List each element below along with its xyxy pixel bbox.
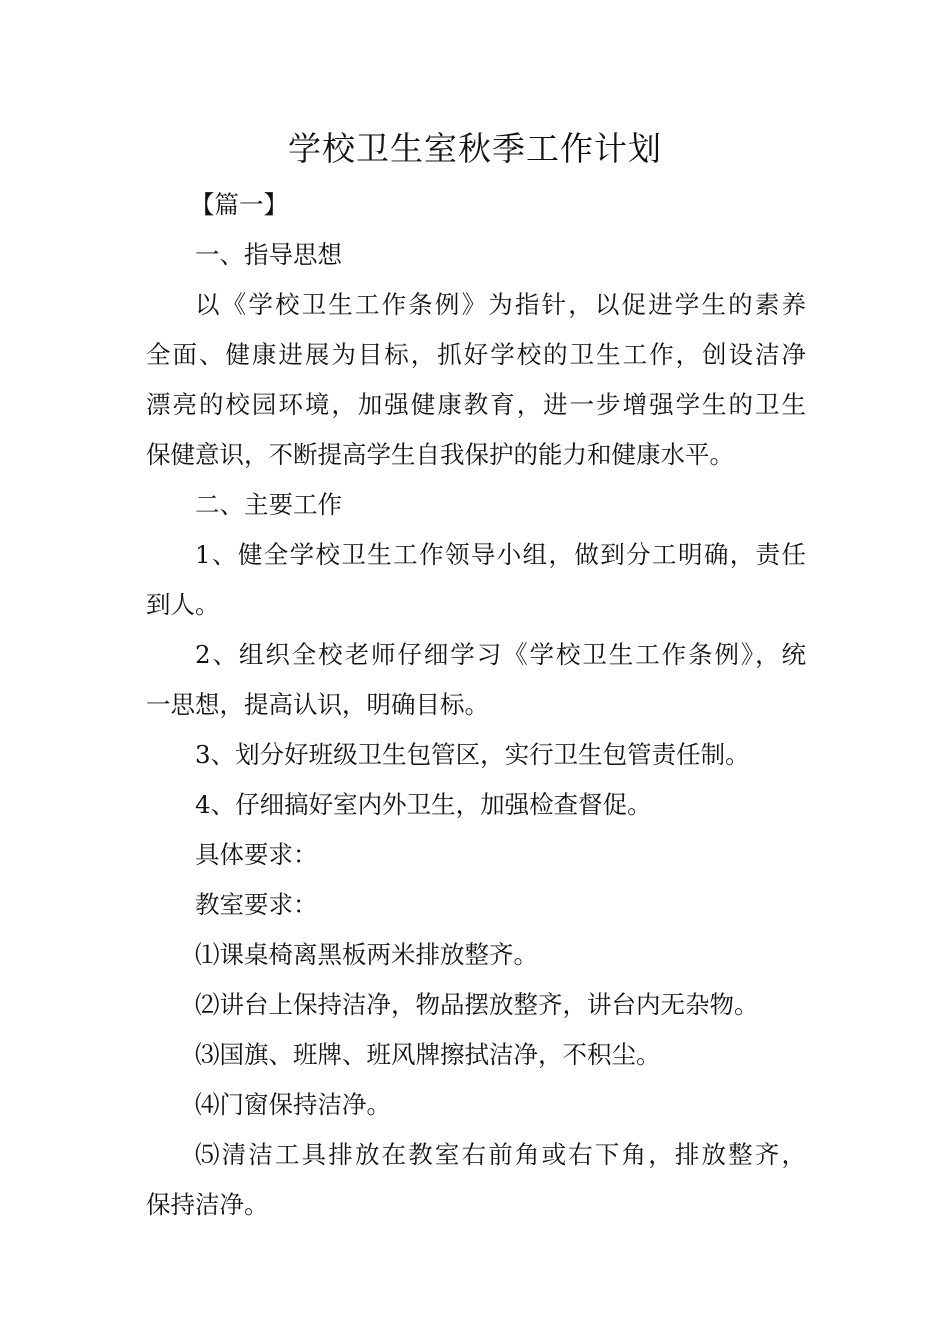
paragraph-guiding-thought [146,280,806,480]
work-item-4: 4、仔细搞好室内外卫生，加强检查督促。 [195,790,652,819]
paragraph-line: 全面、健康进展为目标，抓好学校的卫生工作，创设洁净 [146,340,806,369]
paragraph-line: 保健意识，不断提高学生自我保护的能力和健康水平。 [146,440,734,469]
paragraph-line: 到人。 [146,590,220,619]
heading-main-work: 二、主要工作 [195,490,342,519]
classroom-requirements-label: 教室要求： [195,890,318,919]
document-body [146,180,806,1230]
document-title: 学校卫生室秋季工作计划 [288,129,662,168]
paragraph-line: 2、组织全校老师仔细学习《学校卫生工作条例》，统 [195,640,806,669]
work-item-1 [146,530,806,630]
paragraph-line: 以《学校卫生工作条例》为指针，以促进学生的素养 [195,290,806,319]
requirement-4: ⑷门窗保持洁净。 [195,1090,391,1119]
requirement-3: ⑶国旗、班牌、班风牌擦拭洁净，不积尘。 [195,1040,661,1069]
paragraph-line: 1、健全学校卫生工作领导小组，做到分工明确，责任 [195,540,806,569]
requirement-1: ⑴课桌椅离黑板两米排放整齐。 [195,940,538,969]
paragraph-line: 漂亮的校园环境，加强健康教育，进一步增强学生的卫生 [146,390,806,419]
paragraph-line: 保持洁净。 [146,1190,269,1219]
work-item-3: 3、划分好班级卫生包管区，实行卫生包管责任制。 [195,740,750,769]
requirement-5 [146,1130,806,1230]
requirement-2: ⑵讲台上保持洁净，物品摆放整齐，讲台内无杂物。 [195,990,759,1019]
paragraph-line: ⑸清洁工具排放在教室右前角或右下角，排放整齐， [195,1140,806,1169]
specific-requirements-label: 具体要求： [195,840,318,869]
work-item-2 [146,630,806,730]
section-label: 【篇一】 [190,190,288,219]
heading-guiding-thought: 一、指导思想 [195,240,342,269]
paragraph-line: 一思想，提高认识，明确目标。 [146,690,489,719]
